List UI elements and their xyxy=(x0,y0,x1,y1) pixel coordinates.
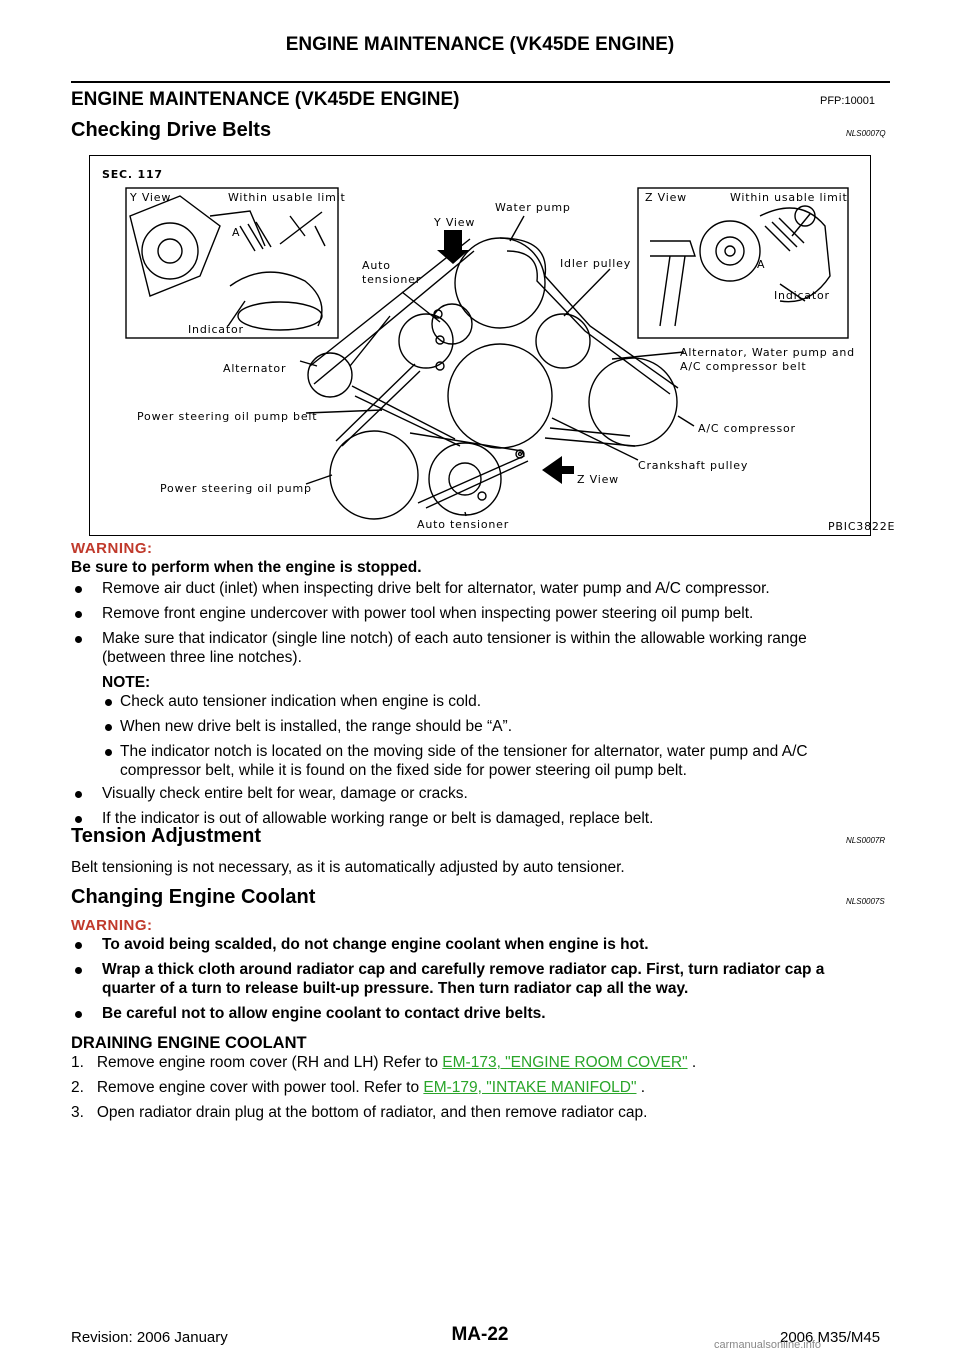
bullet-dot xyxy=(75,791,82,798)
bullet-dot xyxy=(105,699,112,706)
alternator-label: Alternator xyxy=(223,362,287,375)
bullet-item: Remove front engine undercover with power tool when inspecting power steering oil pump belt. xyxy=(102,605,754,622)
bullet-dot xyxy=(75,816,82,823)
drive-belt-diagram xyxy=(90,156,896,537)
footer-model: 2006 M35/M45 xyxy=(780,1329,881,1346)
section-code: NLS0007Q xyxy=(846,129,886,138)
warning-item: Be careful not to allow engine coolant to contact drive belts. xyxy=(102,1005,546,1022)
link-engine-room-cover[interactable]: EM-173, "ENGINE ROOM COVER" xyxy=(442,1054,688,1071)
section-title: ENGINE MAINTENANCE (VK45DE ENGINE) xyxy=(71,89,460,110)
warning-item: To avoid being scalded, do not change engine coolant when engine is hot. xyxy=(102,936,649,953)
z-view-label: Z View xyxy=(645,191,687,204)
y-view-inset xyxy=(126,188,338,338)
bullet-dot xyxy=(75,586,82,593)
step-1 xyxy=(71,1053,696,1073)
drive-belt-figure xyxy=(89,155,896,536)
warning-text: Be sure to perform when the engine is stopped. xyxy=(71,559,422,576)
bullet-dot xyxy=(75,1011,82,1018)
heading-checking-drive-belts: Checking Drive Belts xyxy=(71,119,272,141)
figure-section-label: SEC. 117 xyxy=(102,168,163,181)
within-usable-limit-left-label: Within usable limit xyxy=(228,191,346,204)
note-item: The indicator notch is located on the moving side of the tensioner for alternator, water pump and A/C xyxy=(120,743,808,760)
step-2-text: 2. Remove engine cover with power tool. Refer to xyxy=(71,1079,424,1096)
bullet-item: Visually check entire belt for wear, damage or cracks. xyxy=(102,785,468,802)
bullet-item-continued: (between three line notches). xyxy=(102,649,302,666)
section-code: NLS0007R xyxy=(846,836,886,845)
heading-changing-coolant: Changing Engine Coolant xyxy=(71,886,316,908)
idler-pulley xyxy=(536,314,590,368)
bottom-auto-tensioner-label: Auto tensioner xyxy=(417,518,510,531)
header-divider xyxy=(71,81,890,83)
crankshaft-pulley-label: Crankshaft pulley xyxy=(638,459,749,472)
bullet-dot xyxy=(105,724,112,731)
crankshaft-pulley xyxy=(448,344,552,448)
bullet-dot xyxy=(105,749,112,756)
idler-pulley-label: Idler pulley xyxy=(560,257,632,270)
power-steering-pump-label: Power steering oil pump xyxy=(160,482,312,495)
water-pump-pulley xyxy=(455,238,545,328)
range-a-left-label: A xyxy=(232,226,241,239)
step-3: 3. Open radiator drain plug at the bottom of radiator, and then remove radiator cap. xyxy=(71,1104,648,1121)
auto-tensioner-label-line1: Auto xyxy=(362,259,391,272)
note-item: Check auto tensioner indication when engine is cold. xyxy=(120,693,482,710)
bullet-dot xyxy=(75,967,82,974)
ac-compressor-label: A/C compressor xyxy=(698,422,796,435)
note-item-continued: compressor belt, while it is found on the fixed side for power steering oil pump belt. xyxy=(120,762,687,779)
bullet-dot xyxy=(75,942,82,949)
step-1-end: . xyxy=(687,1054,697,1071)
warning-item: Wrap a thick cloth around radiator cap and carefully remove radiator cap. First, turn radiator cap a xyxy=(102,961,825,978)
bullet-dot xyxy=(75,636,82,643)
main-belt-label-line2: A/C compressor belt xyxy=(680,360,807,373)
water-pump-label: Water pump xyxy=(495,201,571,214)
auto-tensioner-pulley xyxy=(399,314,453,368)
indicator-left-label: Indicator xyxy=(188,323,244,336)
auto-tensioner-label-line2: tensioner xyxy=(362,273,422,286)
warning-label: WARNING: xyxy=(71,540,153,557)
note-item: When new drive belt is installed, the range should be “A”. xyxy=(120,718,513,735)
y-view-arrow-label: Y View xyxy=(434,216,476,229)
warning-label: WARNING: xyxy=(71,917,153,934)
within-usable-limit-right-label: Within usable limit xyxy=(730,191,848,204)
part-code: PFP:10001 xyxy=(820,95,876,107)
figure-code: PBIC3822E xyxy=(828,520,896,533)
z-view-arrow-label: Z View xyxy=(577,473,619,486)
section-code: NLS0007S xyxy=(846,897,885,906)
z-view-arrow xyxy=(542,456,574,484)
bullet-item: Make sure that indicator (single line notch) of each auto tensioner is within the allowable working range xyxy=(102,630,807,647)
footer-page-number: MA-22 xyxy=(451,1324,509,1345)
watermark: carmanualsonline.info xyxy=(714,1339,822,1351)
bullet-item: If the indicator is out of allowable working range or belt is damaged, replace belt. xyxy=(102,810,654,827)
draining-heading: DRAINING ENGINE COOLANT xyxy=(71,1034,307,1052)
bullet-dot xyxy=(75,611,82,618)
step-1-text: 1. Remove engine room cover (RH and LH) Refer to xyxy=(71,1054,443,1071)
indicator-right-label: Indicator xyxy=(774,289,830,302)
tension-text: Belt tensioning is not necessary, as it is automatically adjusted by auto tensioner. xyxy=(71,859,625,876)
step-2-end: . xyxy=(636,1079,646,1096)
y-view-label: Y View xyxy=(130,191,172,204)
main-belt-label-line1: Alternator, Water pump and xyxy=(680,346,855,359)
range-a-right-label: A xyxy=(757,258,766,271)
footer-revision: Revision: 2006 January xyxy=(71,1329,228,1346)
heading-tension-adjustment: Tension Adjustment xyxy=(71,825,261,847)
step-2 xyxy=(71,1078,645,1098)
power-steering-belt-label: Power steering oil pump belt xyxy=(137,410,318,423)
page-header-title: ENGINE MAINTENANCE (VK45DE ENGINE) xyxy=(285,34,675,55)
warning-item-continued: quarter of a turn to release built-up pressure. Then turn radiator cap all the way. xyxy=(102,980,689,997)
bullet-item: Remove air duct (inlet) when inspecting drive belt for alternator, water pump and A/C compressor. xyxy=(102,580,770,597)
note-label: NOTE: xyxy=(102,674,151,691)
alternator-pulley xyxy=(308,353,352,397)
link-intake-manifold[interactable]: EM-179, "INTAKE MANIFOLD" xyxy=(423,1079,637,1096)
